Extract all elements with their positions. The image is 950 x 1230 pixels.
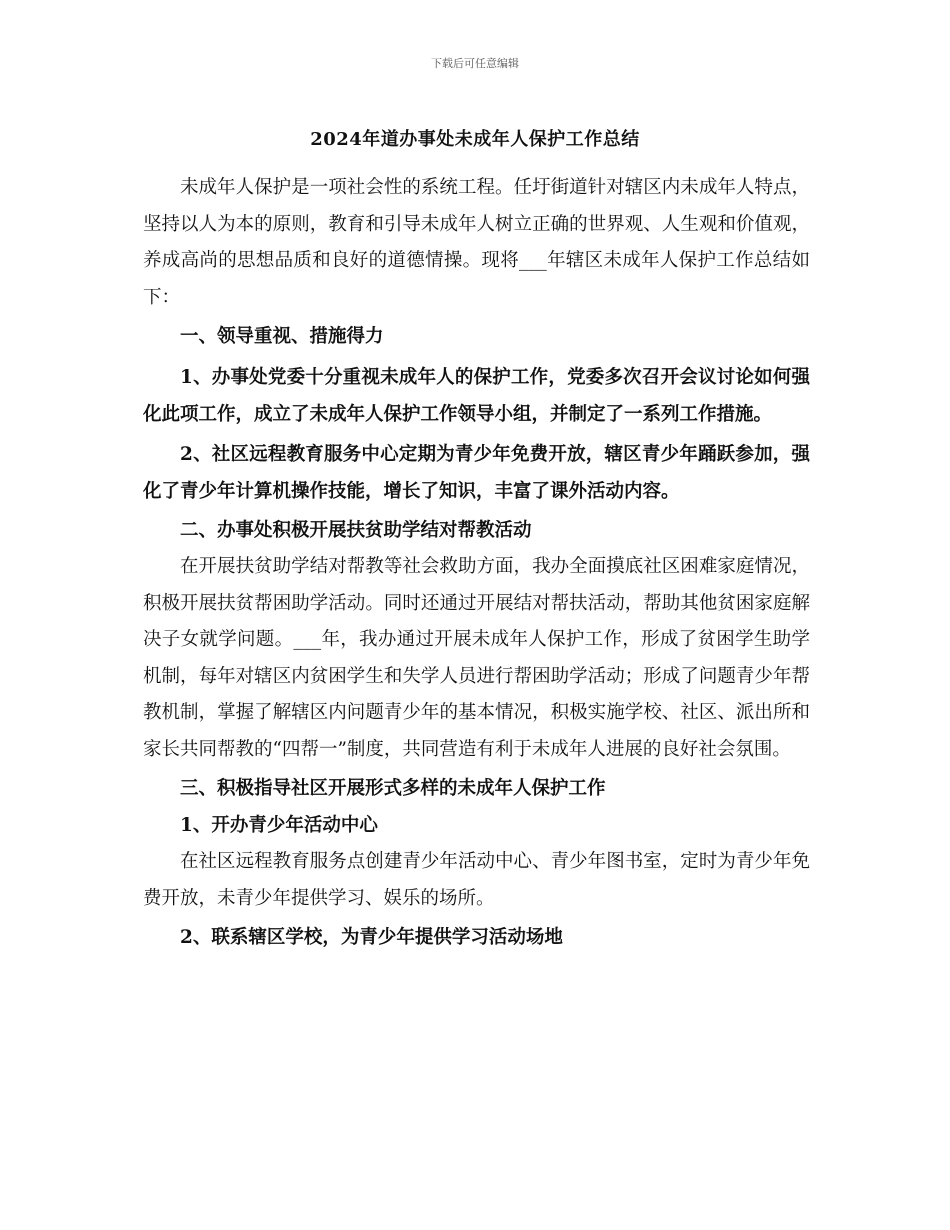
intro-paragraph: 未成年人保护是一项社会性的系统工程。任圩街道针对辖区内未成年人特点，坚持以人为本的原则，教育和引导未成年人树立正确的世界观、人生观和价值观，养成高尚的思想品质和良好的道德情操。现将___年辖区未成年人保护工作总结如下：: [143, 177, 810, 308]
section-2-paragraph: 在开展扶贫助学结对帮教等社会救助方面，我办全面摸底社区困难家庭情况，积极开展扶贫帮困助学活动。同时还通过开展结对帮扶活动，帮助其他贫困家庭解决子女就学问题。___年，我办通过开展未成年人保护工作，形成了贫困学生助学机制，每年对辖区内贫困学生和失学人员进行帮困助学活动；形成了问题青少年帮教机制，掌握了解辖区内问题青少年的基本情况，积极实施学校、社区、派出所和家长共同帮教的“四帮一”制度，共同营造有利于未成年人进展的良好社会氛围。: [143, 556, 810, 760]
section-heading-2: 二、办事处积极开展扶贫助学结对帮教活动: [180, 519, 532, 541]
section-1-item-1: 1、办事处党委十分重视未成年人的保护工作，党委多次召开会议讨论如何强化此项工作，成立了未成年人保护工作领导小组，并制定了一系列工作措施。: [143, 366, 810, 425]
page-header-note: 下载后可任意编辑: [431, 57, 519, 70]
section-3-subheading-2: 2、联系辖区学校，为青少年提供学习活动场地: [180, 927, 563, 948]
section-heading-3: 三、积极指导社区开展形式多样的未成年人保护工作: [180, 778, 606, 799]
document-body: [143, 170, 810, 957]
section-1-item-2: 2、社区远程教育服务中心定期为青少年免费开放，辖区青少年踊跃参加，强化了青少年计算机操作技能，增长了知识，丰富了课外活动内容。: [143, 443, 810, 502]
document-title: 2024年道办事处未成年人保护工作总结: [310, 129, 640, 150]
section-3-paragraph-1: 在社区远程教育服务点创建青少年活动中心、青少年图书室，定时为青少年免费开放，未青少年提供学习、娱乐的场所。: [143, 851, 810, 909]
section-3-subheading-1: 1、开办青少年活动中心: [180, 814, 378, 836]
section-heading-1: 一、领导重视、措施得力: [180, 326, 384, 347]
